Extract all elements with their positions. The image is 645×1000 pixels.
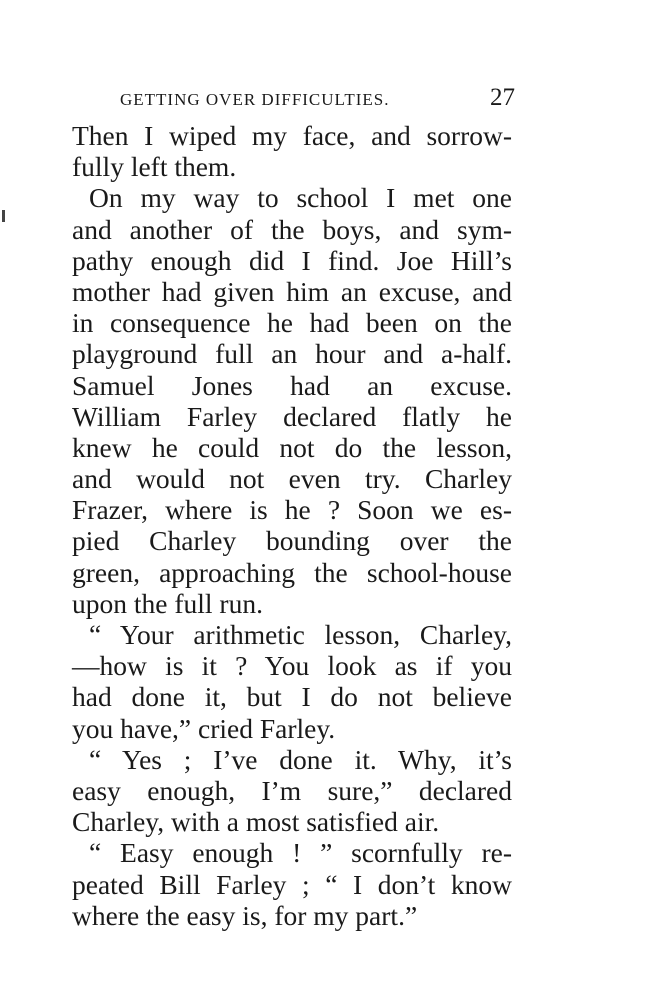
text-line: —how is it ? You look as if you bbox=[72, 650, 512, 682]
text-line: green, approaching the school-house bbox=[72, 556, 512, 588]
text-line: Charley, with a most satisfied air. bbox=[72, 806, 440, 838]
running-title: GETTING OVER DIFFICULTIES. bbox=[120, 90, 390, 109]
text-line: Then I wiped my face, and sorrow- bbox=[72, 120, 512, 151]
text-line: “ Yes ; I’ve done it. Why, it’s bbox=[89, 743, 512, 775]
text-line: and would not even try. Charley bbox=[72, 463, 512, 495]
text-line: in consequence he had been on the bbox=[72, 307, 512, 339]
text-line: fully left them. bbox=[72, 151, 237, 183]
text-line: peated Bill Farley ; “ I don’t know bbox=[72, 868, 512, 900]
text-line: On my way to school I met one bbox=[89, 182, 512, 214]
text-line: playground full an hour and a-half. bbox=[72, 338, 512, 370]
text-line: you have,” cried Farley. bbox=[72, 712, 336, 744]
text-line: had done it, but I do not believe bbox=[72, 681, 512, 713]
margin-mark bbox=[2, 210, 5, 222]
body-text bbox=[72, 120, 512, 931]
text-line: Samuel Jones had an excuse. bbox=[72, 369, 512, 401]
text-line: Frazer, where is he ? Soon we es- bbox=[72, 494, 512, 526]
page-number: 27 bbox=[490, 84, 515, 111]
running-head bbox=[120, 84, 515, 114]
text-line: pied Charley bounding over the bbox=[72, 525, 512, 557]
text-line: where the easy is, for my part.” bbox=[72, 899, 418, 931]
text-line: William Farley declared flatly he bbox=[72, 400, 512, 432]
text-line: knew he could not do the lesson, bbox=[72, 431, 512, 463]
text-line: easy enough, I’m sure,” declared bbox=[72, 774, 512, 806]
text-line: upon the full run. bbox=[72, 587, 263, 619]
text-line: “ Your arithmetic lesson, Charley, bbox=[89, 619, 512, 650]
text-line: pathy enough did I find. Joe Hill’s bbox=[72, 244, 512, 276]
text-line: and another of the boys, and sym- bbox=[72, 213, 512, 245]
text-line: mother had given him an excuse, and bbox=[72, 275, 512, 307]
text-line: “ Easy enough ! ” scornfully re- bbox=[89, 837, 512, 869]
